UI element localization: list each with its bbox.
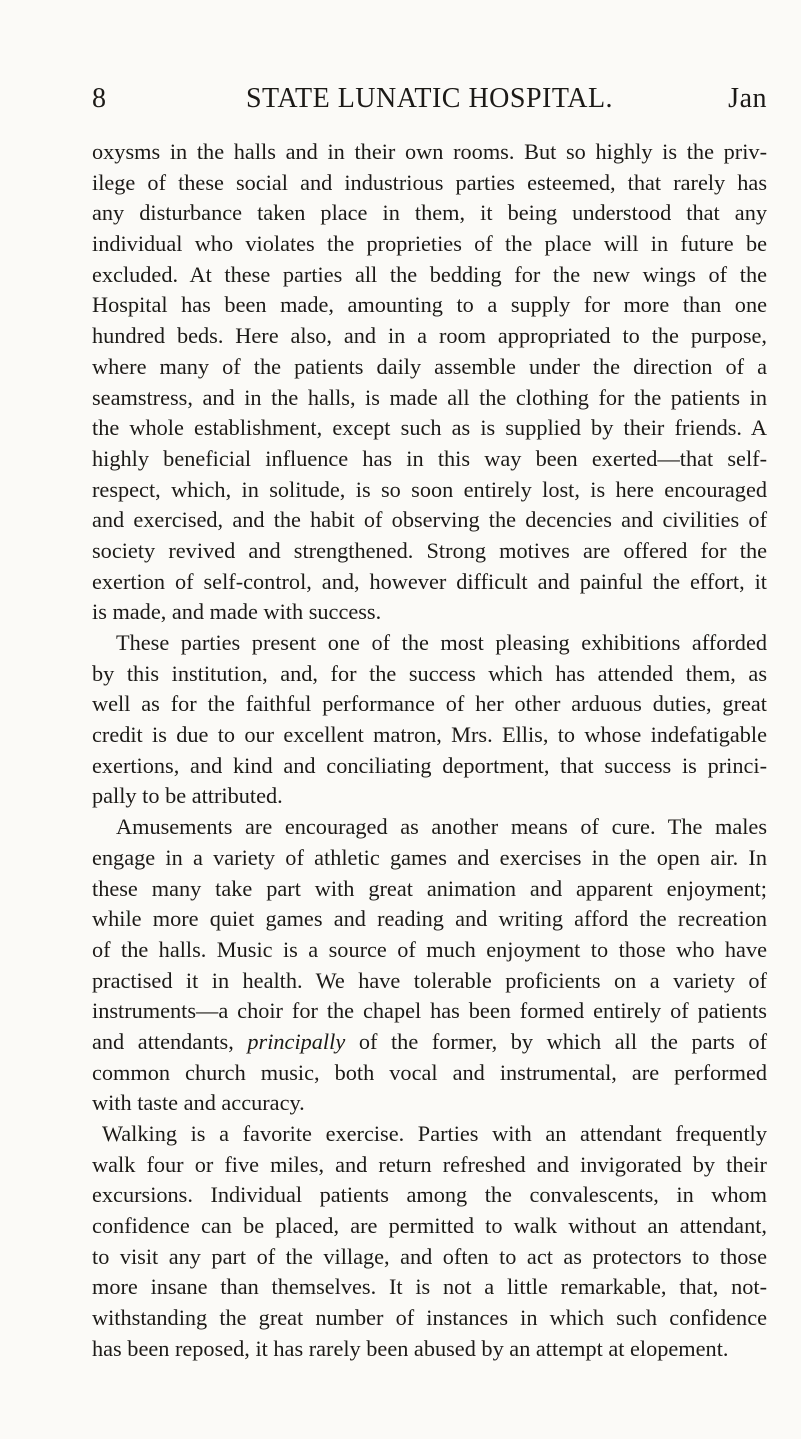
text-line: where many of the patients daily assemble under the direction of a — [92, 353, 767, 379]
text-line: Amusements are encouraged as another means of cure. The males — [116, 814, 767, 840]
text-line: Walking is a favorite exercise. Parties with an attendant frequently — [102, 1121, 767, 1146]
running-head: STATE LUNATIC HOSPITAL. — [245, 83, 614, 114]
text-line: practised it in health. We have tolerable proficients on a variety of — [92, 967, 767, 993]
text-line: while more quiet games and reading and writing afford the recreation — [92, 906, 767, 932]
text-line: with taste and accuracy. — [92, 1090, 305, 1116]
text-line: instruments—a choir for the chapel has been formed entirely of patients — [92, 998, 767, 1024]
text-line: credit is due to our excellent matron, Mrs. Ellis, to whose indefatigable — [92, 722, 767, 748]
text-line-with-italic — [92, 1027, 767, 1058]
text-segment: and attendants, — [92, 1028, 248, 1054]
text-line: respect, which, in solitude, is so soon entirely lost, is here encouraged — [92, 476, 767, 502]
text-segment: of the former, by which all the parts of — [345, 1028, 768, 1054]
text-line: hundred beds. Here also, and in a room appropriated to the purpose, — [92, 323, 767, 349]
paragraph-3 — [92, 812, 767, 1119]
text-line: ilege of these social and industrious parties esteemed, that rarely has — [92, 169, 767, 195]
text-line: to visit any part of the village, and often to act as protectors to those — [92, 1243, 767, 1269]
text-line: common church music, both vocal and instrumental, are performed — [92, 1059, 767, 1085]
italic-word: principally — [247, 1028, 346, 1054]
text-line: of the halls. Music is a source of much enjoyment to those who have — [92, 936, 767, 962]
text-line: the whole establishment, except such as is supplied by their friends. A — [92, 415, 767, 441]
header-right-text: Jan — [728, 83, 767, 114]
text-line: any disturbance taken place in them, it being understood that any — [92, 200, 767, 226]
text-line: walk four or five miles, and return refreshed and invigorated by their — [92, 1151, 767, 1177]
page-number: 8 — [92, 83, 107, 114]
page-header — [92, 83, 767, 115]
text-line: is made, and made with success. — [92, 599, 382, 625]
text-line: and exercised, and the habit of observing the decencies and civilities of — [92, 507, 767, 533]
text-line: excursions. Individual patients among the convalescents, in whom — [92, 1182, 767, 1208]
text-line: has been reposed, it has rarely been abused by an attempt at elopement. — [92, 1335, 729, 1361]
text-line: exertion of self-control, and, however difficult and painful the effort, it — [92, 568, 767, 594]
text-line: confidence can be placed, are permitted to walk without an attendant, — [92, 1213, 767, 1239]
text-line: pally to be attributed. — [92, 783, 283, 809]
text-line: Hospital has been made, amounting to a supply for more than one — [92, 292, 767, 318]
paragraph-2 — [92, 628, 767, 812]
text-line: oxysms in the halls and in their own rooms. But so highly is the priv- — [92, 139, 767, 164]
text-line: individual who violates the proprieties of the place will in future be — [92, 231, 767, 257]
text-line: by this institution, and, for the success which has attended them, as — [92, 660, 767, 686]
text-line: more insane than themselves. It is not a little remarkable, that, not- — [92, 1274, 767, 1300]
paragraph-4 — [92, 1119, 767, 1365]
text-line: society revived and strengthened. Strong motives are offered for the — [92, 537, 767, 563]
text-line: These parties present one of the most pleasing exhibitions afforded — [116, 630, 767, 655]
text-line: withstanding the great number of instances in which such confidence — [92, 1305, 767, 1331]
text-line: well as for the faithful performance of her other arduous duties, great — [92, 691, 767, 717]
text-line: exertions, and kind and conciliating deportment, that success is princi- — [92, 752, 767, 778]
text-line: seamstress, and in the halls, is made all the clothing for the patients in — [92, 384, 767, 410]
body-text — [92, 137, 767, 1365]
paragraph-1 — [92, 137, 767, 628]
text-line: highly beneficial influence has in this way been exerted—that self- — [92, 445, 767, 471]
text-line: engage in a variety of athletic games and exercises in the open air. In — [92, 844, 767, 870]
text-line: excluded. At these parties all the bedding for the new wings of the — [92, 261, 767, 287]
text-line: these many take part with great animation and apparent enjoyment; — [92, 875, 767, 901]
